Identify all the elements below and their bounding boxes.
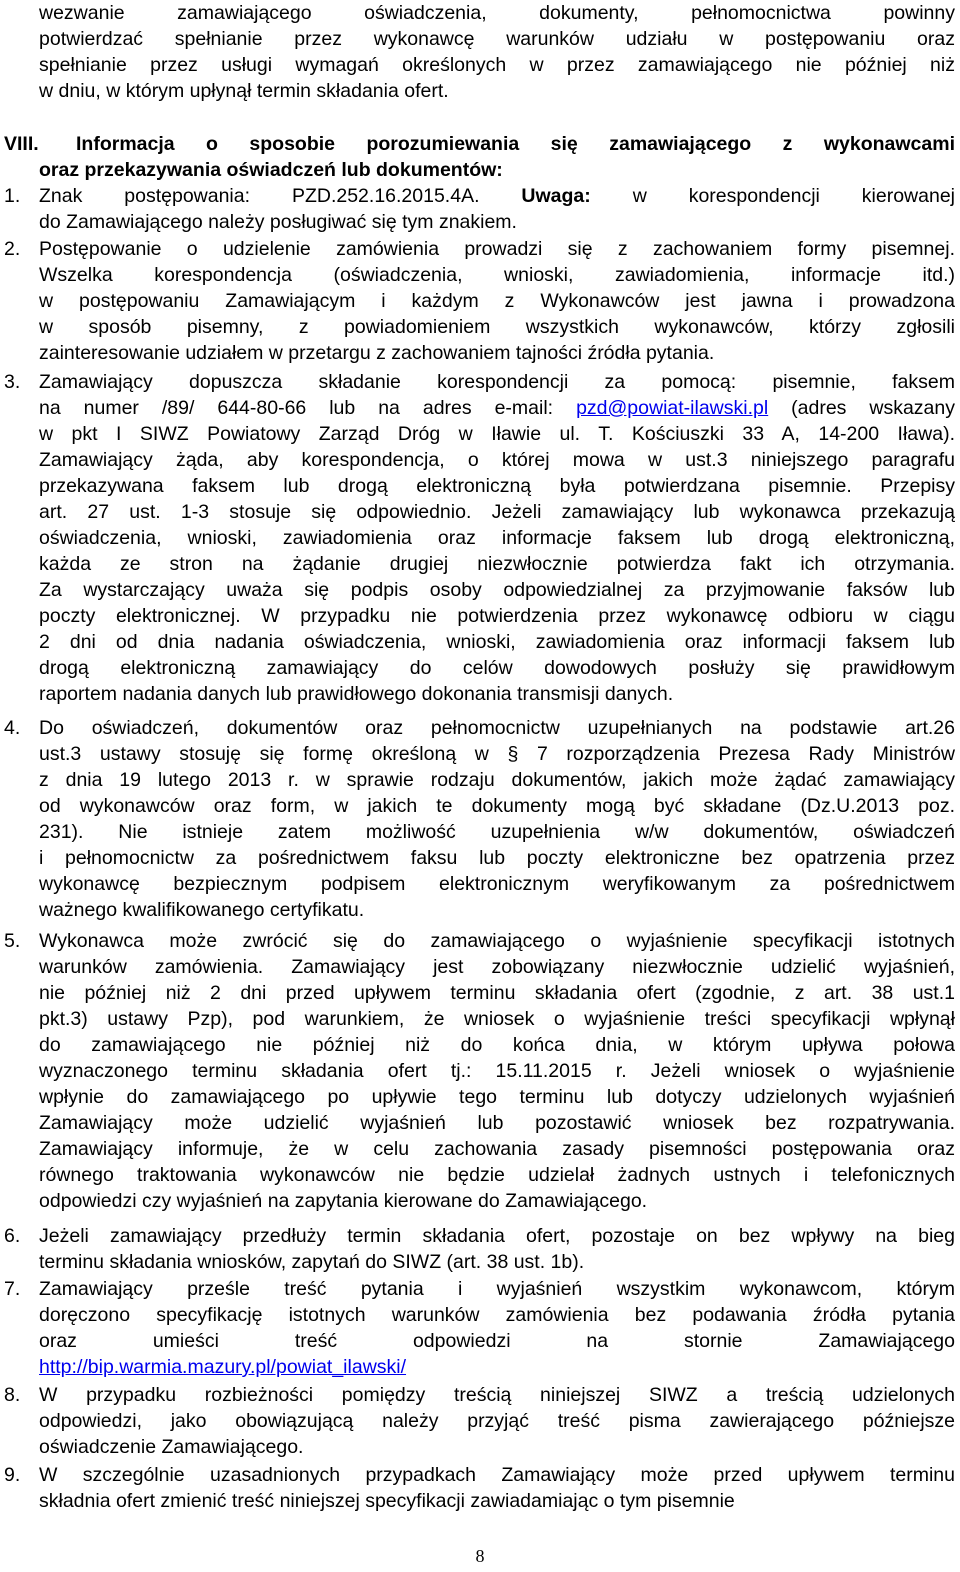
list-item-line xyxy=(39,447,955,473)
section-number: VIII. xyxy=(4,133,39,155)
text-run: pkt.3) ustawy Pzp), pod warunkiem, że wniosek o wyjaśnienie treści specyfikacji wpłynął xyxy=(39,1008,955,1030)
list-item-line xyxy=(39,897,955,923)
list-item-line xyxy=(39,1006,955,1032)
text-run: W szczególnie uzasadnionych przypadkach Zamawiający może przed upływem terminu xyxy=(39,1464,955,1486)
list-item-line xyxy=(39,845,955,871)
text-run: w sposób pisemny, z powiadomieniem wszystkich wykonawców, którzy zgłosili xyxy=(39,316,955,338)
text-run: raportem nadania danych lub prawidłowego dokonania transmisji danych. xyxy=(39,683,674,705)
text-run: ust.3 ustawy stosuję się formę określoną w § 7 rozporządzenia Prezesa Rady Ministrów xyxy=(39,743,955,765)
list-item-line xyxy=(39,236,955,262)
list-item-line xyxy=(39,395,955,421)
text-run: Do oświadczeń, dokumentów oraz pełnomocnictw uzupełnianych na podstawie art.26 xyxy=(39,717,955,739)
text-run: do Zamawiającego należy posługiwać się tym znakiem. xyxy=(39,211,517,233)
list-item-line xyxy=(39,819,955,845)
text-run: wpłynie do zamawiającego po upływie tego terminu lub dotyczy udzielonych wyjaśnień xyxy=(39,1086,955,1108)
text-run: wyznaczonego terminu składania ofert tj.: 15.11.2015 r. Jeżeli wniosek o wyjaśnienie xyxy=(39,1060,955,1082)
intro-line: w dniu, w którym upłynął termin składania ofert. xyxy=(39,80,449,102)
list-item-line xyxy=(39,980,955,1006)
text-run: Postępowanie o udzielenie zamówienia prowadzi się z zachowaniem formy pisemnej. xyxy=(39,238,955,260)
list-item-line xyxy=(39,551,955,577)
list-item-line xyxy=(39,928,955,954)
text-run: 231). Nie istnieje zatem możliwość uzupełnienia w/w dokumentów, oświadczeń xyxy=(39,821,955,843)
list-item-line xyxy=(39,1032,955,1058)
list-item-line xyxy=(39,1162,955,1188)
list-item-line xyxy=(39,1462,955,1488)
text-run: od wykonawców oraz form, w jakich te dokumenty mogą być składane (Dz.U.2013 poz. xyxy=(39,795,955,817)
list-item-line xyxy=(39,1058,955,1084)
hyperlink[interactable]: pzd@powiat-ilawski.pl xyxy=(576,397,769,419)
text-run: na numer /89/ 644-80-66 lub na adres e-mail: xyxy=(39,397,577,419)
list-item-line xyxy=(39,871,955,897)
list-item-number: 3. xyxy=(4,371,21,393)
list-item-line xyxy=(39,1328,955,1354)
list-item-line xyxy=(39,525,955,551)
list-item-line xyxy=(39,369,955,395)
list-item-line xyxy=(39,499,955,525)
text-run: oświadczenie Zamawiającego. xyxy=(39,1436,304,1458)
list-item-line xyxy=(39,183,955,209)
list-item-number: 1. xyxy=(4,185,21,207)
list-item-line xyxy=(39,629,955,655)
section-title: oraz przekazywania oświadczeń lub dokumentów: xyxy=(39,159,503,181)
list-item-number: 4. xyxy=(4,717,21,739)
list-item-line xyxy=(39,1354,955,1380)
text-run: w postępowaniu Zamawiającym i każdym z Wykonawców jest jawna i prowadzona xyxy=(39,290,955,312)
intro-line: wezwanie zamawiającego oświadczenia, dokumenty, pełnomocnictwa powinny xyxy=(39,2,955,24)
text-run: drogą elektroniczną zamawiający do celów dowodowych posłuży się prawidłowym xyxy=(39,657,955,679)
list-item-line xyxy=(39,1488,955,1514)
text-run: Znak postępowania: PZD.252.16.2015.4A. xyxy=(39,185,522,207)
text-run: wykonawcę bezpiecznym podpisem elektronicznym weryfikowanym za pośrednictwem xyxy=(39,873,955,895)
list-item-line xyxy=(39,314,955,340)
text-run: terminu składania wniosków, zapytań do SIWZ (art. 38 ust. 1b). xyxy=(39,1251,585,1273)
text-run: Zamawiający informuje, że w celu zachowania zasady pisemności postępowania oraz xyxy=(39,1138,955,1160)
list-item-number: 2. xyxy=(4,238,21,260)
text-run: Zamawiający prześle treść pytania i wyjaśnień wszystkim wykonawcom, którym xyxy=(39,1278,955,1300)
list-item-line xyxy=(39,288,955,314)
text-run: nie później niż 2 dni przed upływem terminu składania ofert (zgodnie, z art. 38 ust.1 xyxy=(39,982,955,1004)
list-item-line xyxy=(39,741,955,767)
list-item-line xyxy=(39,1302,955,1328)
list-item-line xyxy=(39,954,955,980)
list-item-number: 7. xyxy=(4,1278,21,1300)
list-item-line xyxy=(39,681,955,707)
list-item-line xyxy=(39,421,955,447)
list-item-line xyxy=(39,1110,955,1136)
section-title: Informacja o sposobie porozumiewania się zamawiającego z wykonawcami xyxy=(76,133,955,155)
text-run: oraz umieści treść odpowiedzi na stornie Zamawiającego xyxy=(39,1330,955,1352)
text-run: odpowiedzi, jako obowiązującą należy przyjąć treść pisma zawierającego późniejsze xyxy=(39,1410,955,1432)
text-run: odpowiedzi czy wyjaśnień na zapytania kierowane do Zamawiającego. xyxy=(39,1190,648,1212)
list-item-number: 8. xyxy=(4,1384,21,1406)
list-item-line xyxy=(39,1188,955,1214)
text-run: Wszelka korespondencja (oświadczenia, wnioski, zawiadomienia, informacje itd.) xyxy=(39,264,955,286)
list-item-number: 6. xyxy=(4,1225,21,1247)
text-run: w korespondencji kierowanej xyxy=(590,185,955,207)
text-run: 2 dni od dnia nadania oświadczenia, wnioski, zawiadomienia oraz informacji faksem lub xyxy=(39,631,955,653)
text-run: art. 27 ust. 1-3 stosuje się odpowiednio. Jeżeli zamawiający lub wykonawca przekazują xyxy=(39,501,955,523)
list-item-number: 5. xyxy=(4,930,21,952)
list-item-number: 9. xyxy=(4,1464,21,1486)
text-run: Zamawiający może udzielić wyjaśnień lub pozostawić wniosek bez rozpatrywania. xyxy=(39,1112,955,1134)
list-item-line xyxy=(39,1434,955,1460)
text-run: poczty elektronicznej. W przypadku nie potwierdzenia przez wykonawcę odbioru w ciągu xyxy=(39,605,955,627)
list-item-line xyxy=(39,473,955,499)
text-run: do zamawiającego nie później niż do końca dnia, w którym upływa połowa xyxy=(39,1034,955,1056)
list-item-line xyxy=(39,793,955,819)
list-item-line xyxy=(39,1136,955,1162)
list-item-line xyxy=(39,655,955,681)
list-item-line xyxy=(39,767,955,793)
text-run: równego traktowania wykonawców nie będzie udzielał żadnych ustnych i telefonicznych xyxy=(39,1164,955,1186)
list-item-line xyxy=(39,577,955,603)
text-run: (adres wskazany xyxy=(768,397,955,419)
list-item-line xyxy=(39,1249,955,1275)
text-run: z dnia 19 lutego 2013 r. w sprawie rodzaju dokumentów, jakich może żądać zamawiający xyxy=(39,769,955,791)
text-run: Zamawiający dopuszcza składanie korespondencji za pomocą: pisemnie, faksem xyxy=(39,371,955,393)
list-item-line xyxy=(39,209,955,235)
text-run: przekazywana faksem lub drogą elektroniczną była potwierdzana pisemnie. Przepisy xyxy=(39,475,955,497)
text-run: W przypadku rozbieżności pomiędzy treścią niniejszej SIWZ a treścią udzielonych xyxy=(39,1384,955,1406)
list-item-line xyxy=(39,1276,955,1302)
text-run: każda ze stron na żądanie drugiej niezwłocznie potwierdza fakt ich otrzymania. xyxy=(39,553,955,575)
list-item-line xyxy=(39,1223,955,1249)
list-item-line xyxy=(39,715,955,741)
text-run: Wykonawca może zwrócić się do zamawiającego o wyjaśnienie specyfikacji istotnych xyxy=(39,930,955,952)
list-item-line xyxy=(39,1084,955,1110)
list-item-line xyxy=(39,262,955,288)
text-run: warunków zamówienia. Zamawiający jest zobowiązany niezwłocznie udzielić wyjaśnień, xyxy=(39,956,955,978)
list-item-line xyxy=(39,603,955,629)
text-run: zainteresowanie udziałem w przetargu z zachowaniem tajności źródła pytania. xyxy=(39,342,715,364)
text-run: oświadczenia, wnioski, zawiadomienia oraz informacje faksem lub drogą elektroniczną, xyxy=(39,527,955,549)
text-run: ważnego kwalifikowanego certyfikatu. xyxy=(39,899,365,921)
text-run: i pełnomocnictw za pośrednictwem faksu lub poczty elektroniczne bez opatrzenia przez xyxy=(39,847,955,869)
hyperlink[interactable]: http://bip.warmia.mazury.pl/powiat_ilawski/ xyxy=(39,1356,407,1378)
text-run: Za wystarczający uważa się podpis osoby odpowiedzialnej za przyjmowanie faksów lub xyxy=(39,579,955,601)
page-number: 8 xyxy=(475,1546,485,1566)
intro-line: spełnianie przez usługi wymagań określonych w przez zamawiającego nie później niż xyxy=(39,54,955,76)
text-run: składnia ofert zmienić treść niniejszej specyfikacji zawiadamiając o tym pisemnie xyxy=(39,1490,735,1512)
list-item-line xyxy=(39,1408,955,1434)
text-run: doręczono specyfikację istotnych warunków zamówienia bez podawania źródła pytania xyxy=(39,1304,955,1326)
list-item-line xyxy=(39,1382,955,1408)
text-run: Jeżeli zamawiający przedłuży termin składania ofert, pozostaje on bez wpływy na bieg xyxy=(39,1225,955,1247)
list-item-line xyxy=(39,340,955,366)
emphasis-text: Uwaga: xyxy=(521,185,591,207)
text-run: Zamawiający żąda, aby korespondencja, o której mowa w ust.3 niniejszego paragrafu xyxy=(39,449,955,471)
text-run: w pkt I SIWZ Powiatowy Zarząd Dróg w Iławie ul. T. Kościuszki 33 A, 14-200 Iława). xyxy=(39,423,955,445)
intro-line: potwierdzać spełnianie przez wykonawcę warunków udziału w postępowaniu oraz xyxy=(39,28,955,50)
